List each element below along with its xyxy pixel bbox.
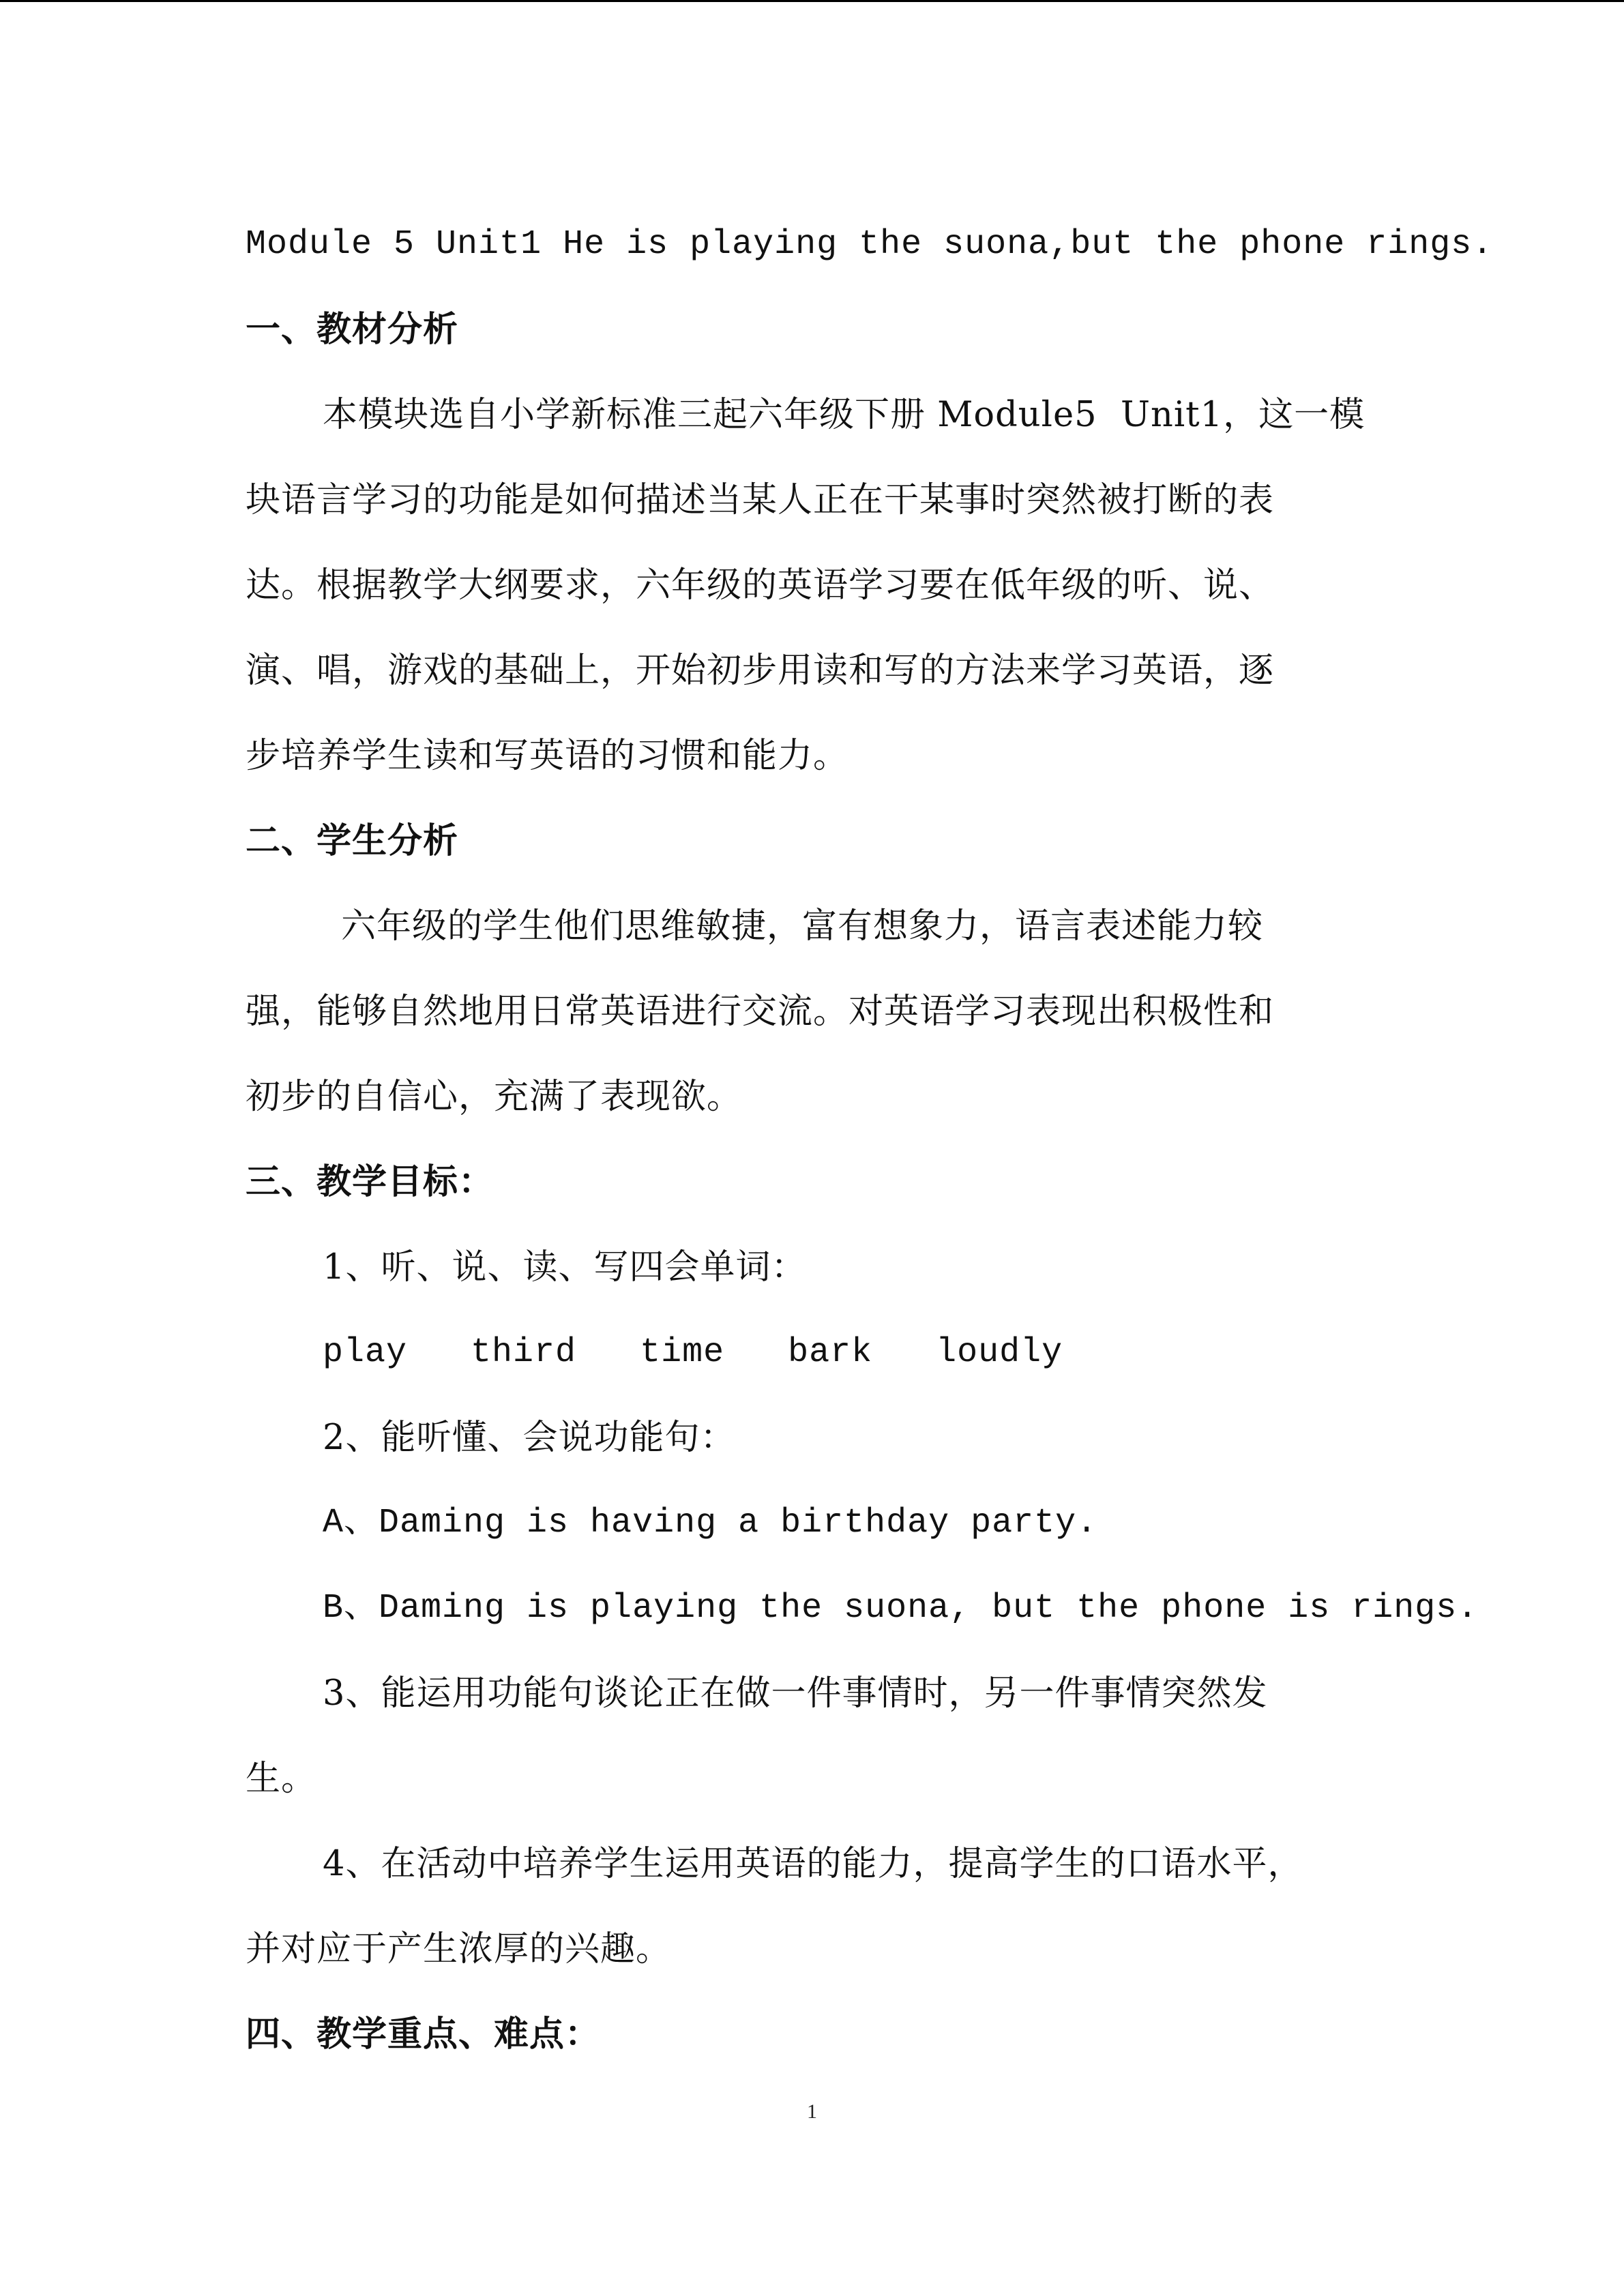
paragraph-line: 本模块选自小学新标准三起六年级下册 Module5 Unit1，这一模 [323,395,1365,435]
goal-item: 1、听、说、读、写四会单词： [323,1247,807,1287]
paragraph-line: 初步的自信心，充满了表现欲。 [246,1077,743,1117]
document-title: Module 5 Unit1 He is playing the suona,but the phone rings. [246,225,1494,264]
paragraph-line: 达。根据教学大纲要求，六年级的英语学习要在低年级的听、说、 [246,565,1275,606]
paragraph-line: 强，能够自然地用日常英语进行交流。对英语学习表现出积极性和 [246,992,1275,1032]
goal-item: 4、在活动中培养学生运用英语的能力，提高学生的口语水平， [323,1844,1303,1884]
page-number: 1 [807,2100,817,2123]
section-heading-teaching-goals: 三、教学目标： [246,1162,494,1202]
page-top-border [0,0,1624,2]
example-sentence: B、Daming is playing the suona, but the phone is rings. [323,1589,1479,1628]
paragraph-line: 六年级的学生他们思维敏捷，富有想象力，语言表述能力较 [341,906,1264,946]
section-heading-key-points: 四、教学重点、难点： [246,2014,601,2055]
section-heading-student-analysis: 二、学生分析 [246,821,459,861]
paragraph-line: 演、唱，游戏的基础上，开始初步用读和写的方法来学习英语，逐 [246,651,1275,691]
document-page [246,202,1494,2077]
goal-item: 2、能听懂、会说功能句： [323,1418,736,1458]
paragraph-line: 块语言学习的功能是如何描述当某人正在干某事时突然被打断的表 [246,480,1275,520]
section-heading-material-analysis: 一、教材分析 [246,310,459,350]
paragraph-line: 并对应于产生浓厚的兴趣。 [246,1929,672,1969]
vocabulary-list: play third time bark loudly [323,1333,1063,1372]
paragraph-line: 生。 [246,1759,317,1799]
goal-item: 3、能运用功能句谈论正在做一件事情时，另一件事情突然发 [323,1673,1268,1714]
example-sentence: A、Daming is having a birthday party. [323,1504,1098,1542]
paragraph-line: 步培养学生读和写英语的习惯和能力。 [246,736,849,776]
